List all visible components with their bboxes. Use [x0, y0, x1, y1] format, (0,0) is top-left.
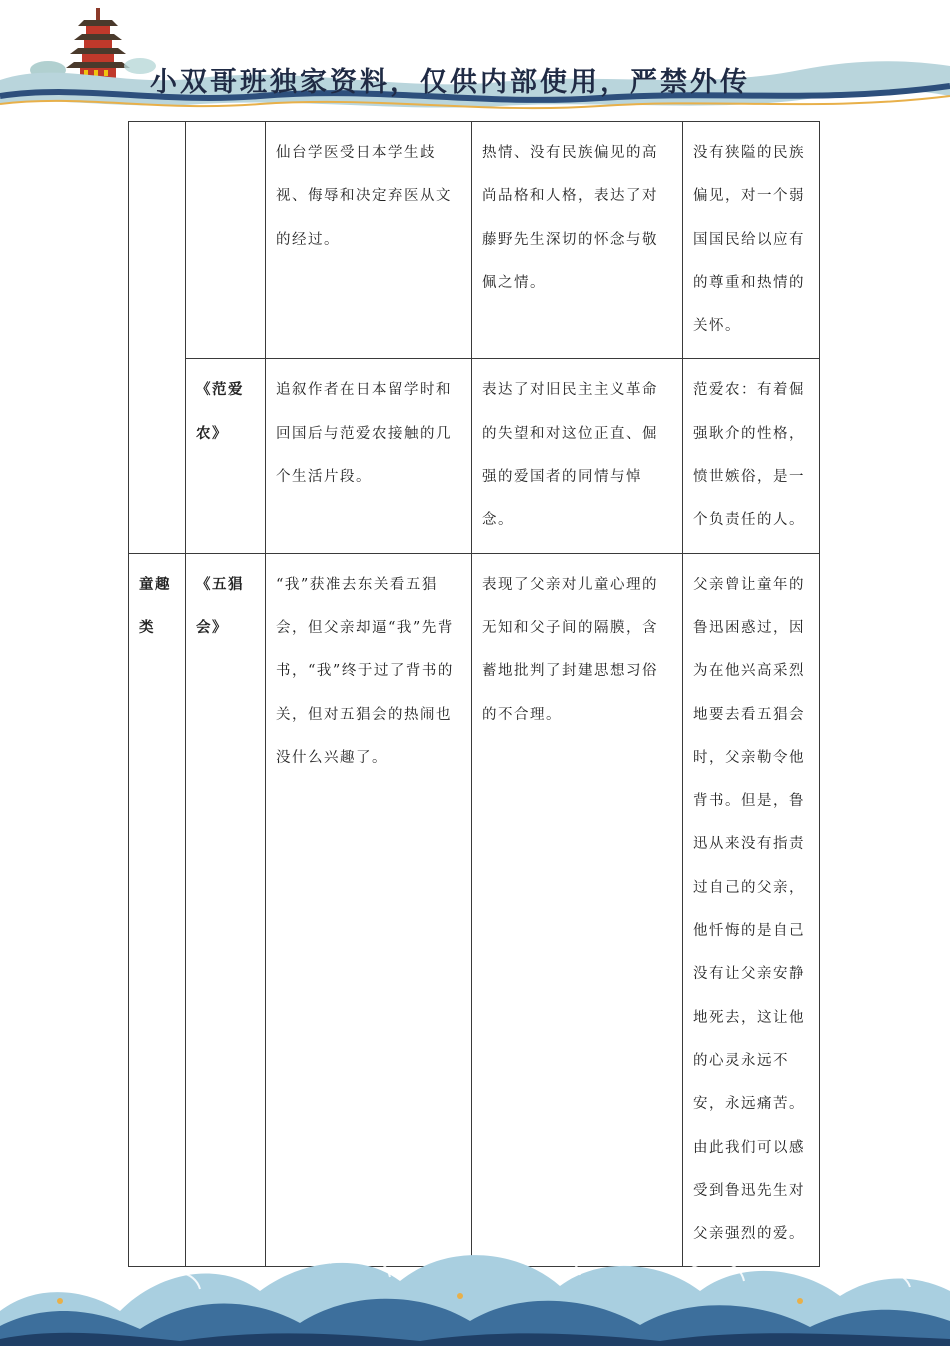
title-cell [186, 122, 266, 359]
category-cell: 童趣类 [129, 553, 186, 1267]
theme-cell: 热情、没有民族偏见的高尚品格和人格，表达了对藤野先生深切的怀念与敬佩之情。 [472, 122, 683, 359]
table-row [129, 122, 820, 359]
table-row [129, 359, 820, 553]
watermark-text: 小双哥班独家资料，仅供内部使用，严禁外传 [150, 67, 750, 98]
theme-cell: 表现了父亲对儿童心理的无知和父子间的隔膜，含蓄地批判了封建思想习俗的不合理。 [472, 553, 683, 1267]
footer-waves [0, 1241, 950, 1346]
title-cell: 《五猖会》 [186, 553, 266, 1267]
pagoda-icon [66, 8, 130, 78]
table-row [129, 553, 820, 1267]
content-cell: 追叙作者在日本留学时和回国后与范爱农接触的几个生活片段。 [266, 359, 472, 553]
character-cell: 没有狭隘的民族偏见，对一个弱国国民给以应有的尊重和热情的关怀。 [683, 122, 820, 359]
content-cell: “我”获准去东关看五猖会，但父亲却逼“我”先背书，“我”终于过了背书的关，但对五猖会的热闹也没什么兴趣了。 [266, 553, 472, 1267]
title-cell: 《范爱农》 [186, 359, 266, 553]
content-cell: 仙台学医受日本学生歧视、侮辱和决定弃医从文的经过。 [266, 122, 472, 359]
content-table [128, 121, 820, 1267]
character-cell: 父亲曾让童年的鲁迅困惑过，因为在他兴高采烈地要去看五猖会时，父亲勒令他背书。但是，鲁迅从来没有指责过自己的父亲，他忏悔的是自己没有让父亲安静地死去，这让他的心灵永远不安，永远痛苦。由此我们可以感受到鲁迅先生对父亲强烈的爱。 [683, 553, 820, 1267]
theme-cell: 表达了对旧民主主义革命的失望和对这位正直、倔强的爱国者的同情与悼念。 [472, 359, 683, 553]
character-cell: 范爱农：有着倔强耿介的性格，愤世嫉俗，是一个负责任的人。 [683, 359, 820, 553]
category-cell [129, 122, 186, 554]
